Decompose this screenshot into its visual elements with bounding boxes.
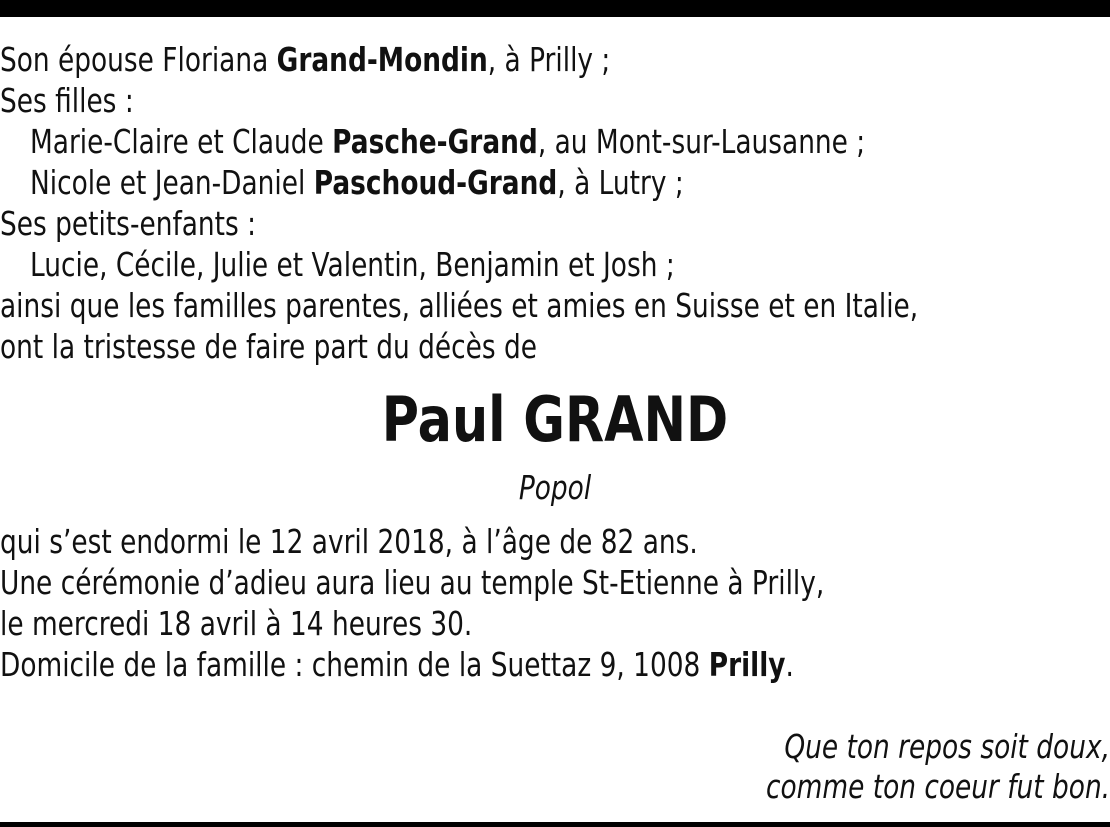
- epitaph-line-2: comme ton coeur fut bon.: [765, 767, 1110, 806]
- deceased-name: Paul GRAND: [381, 383, 729, 456]
- address-suffix: .: [785, 645, 794, 684]
- death-line: qui s’est endormi le 12 avril 2018, à l’âge de 82 ans.: [0, 522, 698, 561]
- daughter1-suffix: , au Mont-sur-Lausanne ;: [537, 122, 866, 161]
- spouse-suffix: , à Prilly ;: [487, 40, 611, 79]
- grandchildren-names: Lucie, Cécile, Julie et Valentin, Benjamin et Josh ;: [30, 245, 675, 284]
- daughter2-prefix: Nicole et Jean-Daniel: [30, 163, 314, 202]
- daughter1-prefix: Marie-Claire et Claude: [30, 122, 333, 161]
- epitaph-line-1: Que ton repos soit doux,: [784, 727, 1110, 766]
- bottom-rule: [0, 822, 1110, 827]
- spouse-prefix: Son épouse Floriana: [0, 40, 277, 79]
- grandchildren-heading: Ses petits-enfants :: [0, 204, 257, 243]
- top-rule: [0, 0, 1110, 17]
- ceremony-line: Une cérémonie d’adieu aura lieu au temple St-Etienne à Prilly,: [0, 563, 825, 602]
- daughter2-line: [30, 163, 684, 203]
- spouse-name: Grand-Mondin: [276, 40, 488, 79]
- daughters-heading: Ses filles :: [0, 81, 134, 120]
- relatives-line: ainsi que les familles parentes, alliées et amies en Suisse et en Italie,: [0, 286, 919, 325]
- address-city: Prilly: [708, 645, 786, 684]
- daughter1-name: Pasche-Grand: [332, 122, 538, 161]
- address-prefix: Domicile de la famille : chemin de la Suettaz 9, 1008: [0, 645, 709, 684]
- daughter2-suffix: , à Lutry ;: [557, 163, 684, 202]
- address-line: [0, 645, 794, 685]
- daughter1-line: [30, 122, 865, 162]
- spouse-line: [0, 40, 610, 80]
- ceremony-time-line: le mercredi 18 avril à 14 heures 30.: [0, 604, 473, 643]
- announcement-line: ont la tristesse de faire part du décès de: [0, 327, 537, 366]
- daughter2-name: Paschoud-Grand: [313, 163, 558, 202]
- deceased-nickname: Popol: [518, 468, 592, 507]
